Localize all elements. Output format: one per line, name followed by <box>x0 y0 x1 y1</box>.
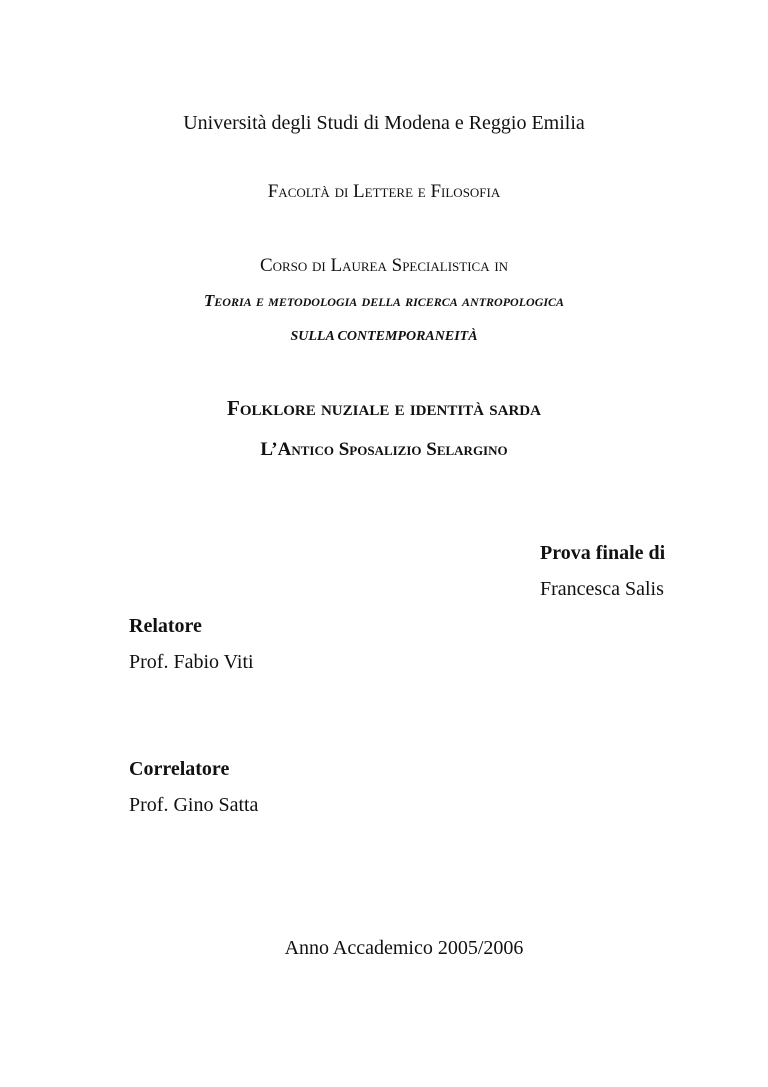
supervisor-name: Prof. Fabio Viti <box>129 651 254 673</box>
co-supervisor-label: Correlatore <box>129 758 230 780</box>
course-line-2: Teoria e metodologia della ricerca antropologica <box>203 291 565 310</box>
co-supervisor-name: Prof. Gino Satta <box>129 794 259 816</box>
university-name: Università degli Studi di Modena e Reggio Emilia <box>183 112 585 134</box>
course-line-1: Corso di Laurea Specialistica in <box>259 255 509 276</box>
course-line-3: SULLA CONTEMPORANEITÀ <box>290 329 478 344</box>
candidate-label: Prova finale di <box>540 542 666 564</box>
thesis-subtitle: L’Antico Sposalizio Selargino <box>260 439 508 460</box>
faculty-name: Facoltà di Lettere e Filosofia <box>267 181 501 202</box>
candidate-name: Francesca Salis <box>540 578 664 600</box>
supervisor-label: Relatore <box>129 615 202 637</box>
thesis-title: Folklore nuziale e identità sarda <box>227 396 541 420</box>
academic-year: Anno Accademico 2005/2006 <box>284 937 524 959</box>
